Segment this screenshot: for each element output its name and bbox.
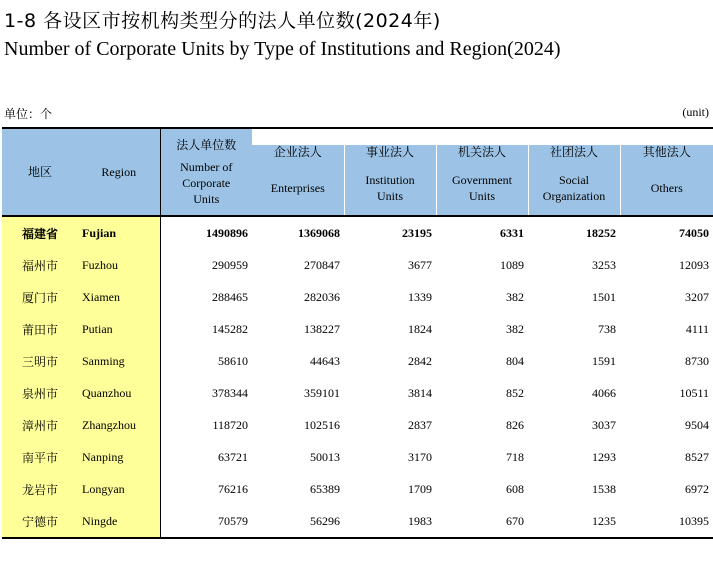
data-table — [2, 127, 713, 539]
cell-government: 608 — [506, 481, 524, 496]
cell-enterprises: 50013 — [310, 449, 340, 464]
page-title-cn: 1-8 各设区市按机构类型分的法人单位数(2024年) — [4, 10, 441, 32]
table-body — [2, 216, 713, 538]
region-cn: 南平市 — [2, 441, 78, 473]
cell-total: 63721 — [218, 449, 248, 464]
table-row — [2, 473, 713, 505]
cell-institution: 3677 — [408, 257, 432, 272]
header-total: 法人单位数 Number of Corporate Units — [160, 128, 252, 216]
cell-institution: 1339 — [408, 289, 432, 304]
cell-social: 18252 — [586, 225, 616, 240]
cell-social: 3037 — [592, 417, 616, 432]
data-table-container — [2, 127, 713, 539]
cell-social: 1538 — [592, 481, 616, 496]
table-row — [2, 281, 713, 313]
header-region-en: Region — [78, 128, 160, 216]
table-row — [2, 441, 713, 473]
table-row — [2, 345, 713, 377]
region-en: Putian — [78, 313, 160, 345]
unit-label-en: (unit) — [682, 105, 709, 119]
table-row — [2, 313, 713, 345]
region-cn: 漳州市 — [2, 409, 78, 441]
cell-social: 1591 — [592, 353, 616, 368]
region-en: Longyan — [78, 473, 160, 505]
table-row — [2, 377, 713, 409]
cell-social: 738 — [598, 321, 616, 336]
cell-government: 382 — [506, 289, 524, 304]
cell-total: 76216 — [218, 481, 248, 496]
cell-others: 12093 — [679, 257, 710, 272]
header-col-enterprises: 企业法人 Enterprises — [252, 145, 344, 216]
header-col-institution: 事业法人 Institution Units — [344, 145, 436, 216]
cell-government: 826 — [506, 417, 524, 432]
region-cn: 龙岩市 — [2, 473, 78, 505]
cell-enterprises: 102516 — [304, 417, 340, 432]
cell-enterprises: 359101 — [304, 385, 340, 400]
cell-social: 1501 — [592, 289, 616, 304]
cell-government: 718 — [506, 449, 524, 464]
cell-total: 288465 — [212, 289, 248, 304]
cell-institution: 1709 — [408, 481, 432, 496]
header-col-social: 社团法人 Social Organization — [528, 145, 620, 216]
region-cn: 厦门市 — [2, 281, 78, 313]
cell-institution: 1824 — [408, 321, 432, 336]
cell-enterprises: 282036 — [304, 289, 340, 304]
cell-total: 378344 — [212, 385, 248, 400]
region-cn: 福建省 — [2, 216, 78, 249]
region-en: Zhangzhou — [78, 409, 160, 441]
region-en: Xiamen — [78, 281, 160, 313]
cell-total: 145282 — [212, 321, 248, 336]
cell-total: 58610 — [218, 353, 248, 368]
cell-others: 10511 — [679, 385, 710, 400]
region-cn: 泉州市 — [2, 377, 78, 409]
cell-government: 670 — [506, 513, 524, 528]
region-en: Nanping — [78, 441, 160, 473]
header-col-government: 机关法人 Government Units — [436, 145, 528, 216]
region-cn: 宁德市 — [2, 505, 78, 538]
cell-enterprises: 1369068 — [298, 225, 340, 240]
cell-government: 382 — [506, 321, 524, 336]
cell-others: 74050 — [679, 225, 710, 240]
cell-enterprises: 56296 — [310, 513, 340, 528]
region-en: Fujian — [78, 216, 160, 249]
table-header — [2, 128, 713, 216]
cell-government: 852 — [506, 385, 524, 400]
cell-government: 6331 — [500, 225, 524, 240]
cell-others: 10395 — [679, 513, 710, 528]
cell-institution: 23195 — [402, 225, 432, 240]
cell-institution: 3170 — [408, 449, 432, 464]
cell-others: 8527 — [685, 449, 710, 464]
cell-others: 8730 — [685, 353, 710, 368]
cell-institution: 3814 — [408, 385, 432, 400]
region-cn: 三明市 — [2, 345, 78, 377]
cell-institution: 2837 — [408, 417, 432, 432]
cell-social: 3253 — [592, 257, 616, 272]
cell-others: 6972 — [685, 481, 710, 496]
region-en: Sanming — [78, 345, 160, 377]
cell-enterprises: 138227 — [304, 321, 340, 336]
cell-total: 290959 — [212, 257, 248, 272]
cell-social: 1235 — [592, 513, 616, 528]
region-cn: 莆田市 — [2, 313, 78, 345]
header-top-strip — [252, 128, 713, 145]
unit-label-cn: 单位：个 — [4, 107, 53, 121]
cell-others: 3207 — [685, 289, 710, 304]
cell-total: 70579 — [218, 513, 248, 528]
header-region-cn: 地区 — [2, 128, 78, 216]
region-en: Ningde — [78, 505, 160, 538]
cell-institution: 2842 — [408, 353, 432, 368]
region-en: Fuzhou — [78, 249, 160, 281]
table-row — [2, 249, 713, 281]
page-title-en: Number of Corporate Units by Type of Institutions and Region(2024) — [4, 38, 561, 60]
table-row — [2, 409, 713, 441]
header-col-others: 其他法人 Others — [620, 145, 713, 216]
cell-enterprises: 270847 — [304, 257, 340, 272]
region-en: Quanzhou — [78, 377, 160, 409]
cell-others: 9504 — [685, 417, 710, 432]
table-row — [2, 505, 713, 538]
cell-institution: 1983 — [408, 513, 432, 528]
cell-total: 1490896 — [206, 225, 248, 240]
table-row — [2, 216, 713, 249]
cell-enterprises: 44643 — [310, 353, 340, 368]
cell-government: 804 — [506, 353, 524, 368]
cell-social: 4066 — [592, 385, 616, 400]
cell-social: 1293 — [592, 449, 616, 464]
cell-government: 1089 — [500, 257, 524, 272]
region-cn: 福州市 — [2, 249, 78, 281]
cell-total: 118720 — [212, 417, 248, 432]
cell-others: 4111 — [685, 321, 710, 336]
cell-enterprises: 65389 — [310, 481, 340, 496]
